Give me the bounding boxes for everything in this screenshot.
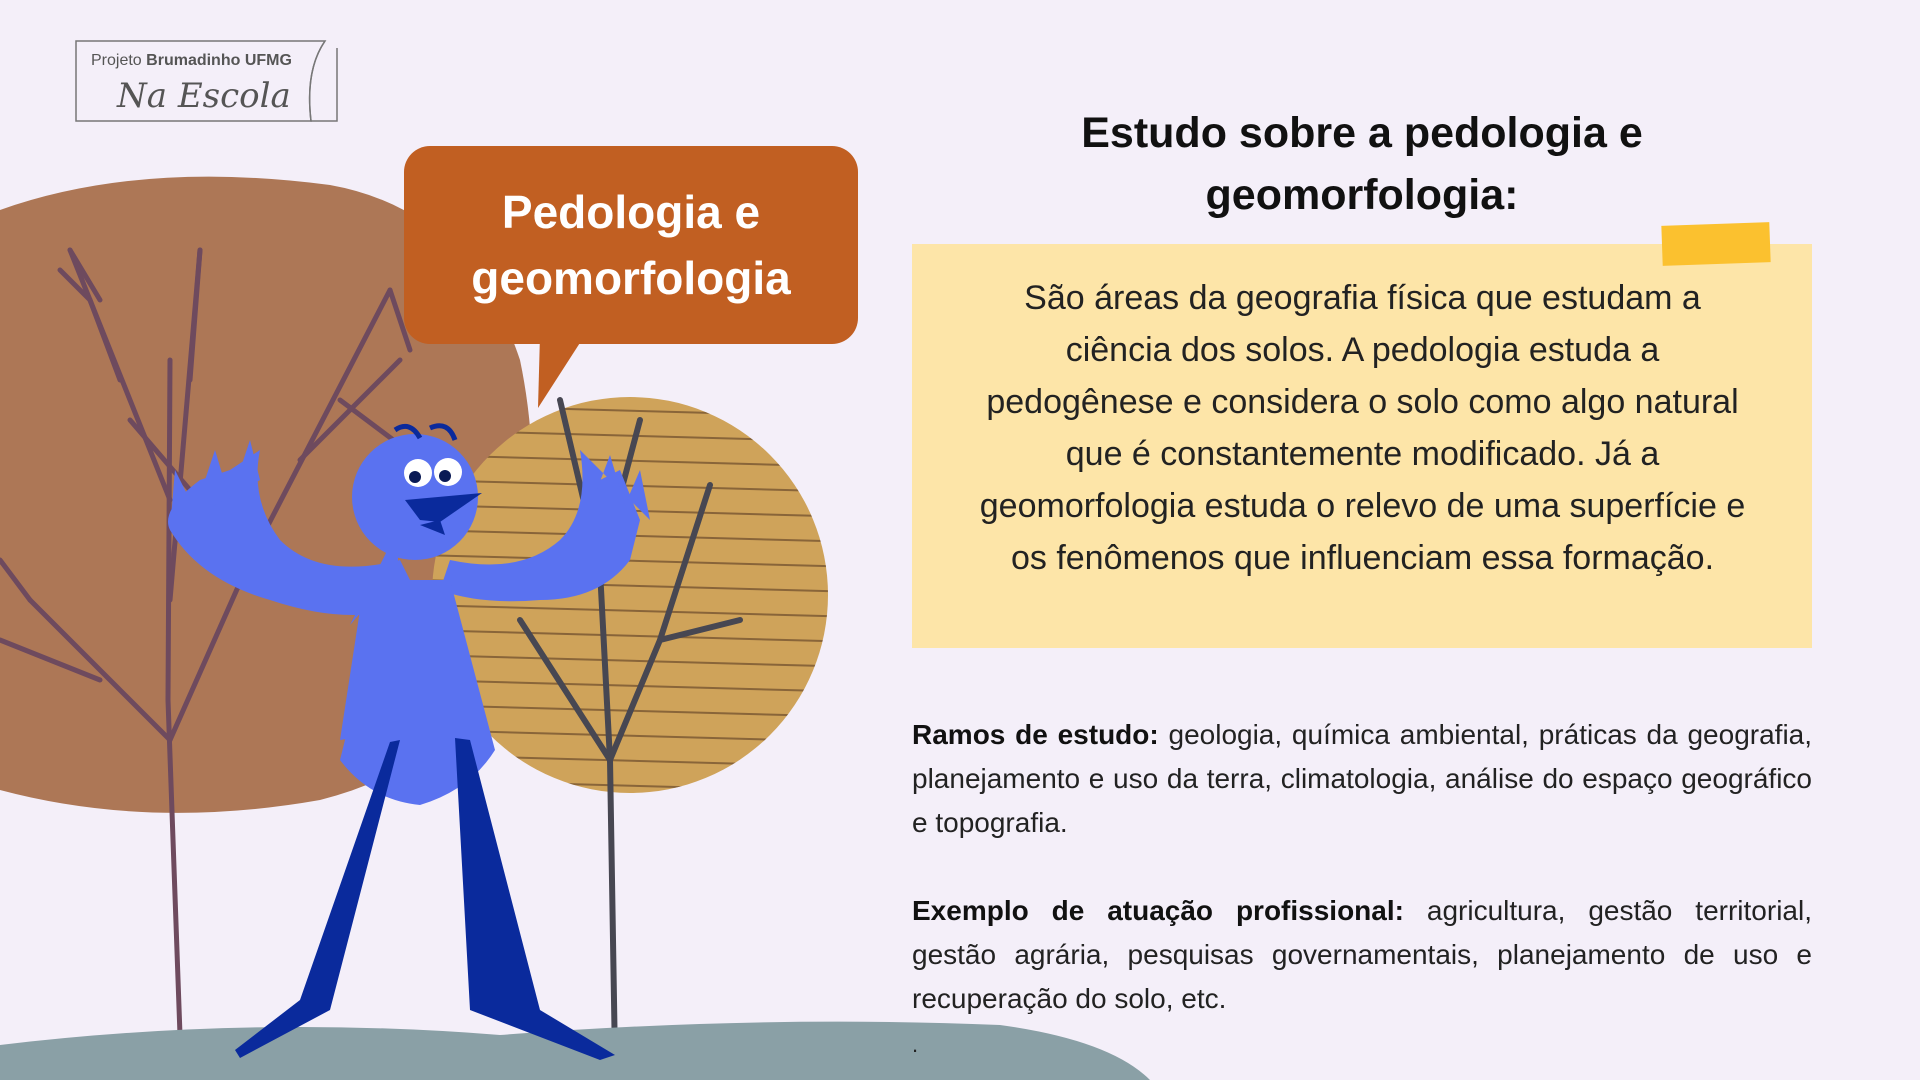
page-title xyxy=(912,102,1812,226)
trailing-dot: . xyxy=(912,1032,919,1057)
ground-shape xyxy=(0,1022,1150,1080)
page-title-line-1: Estudo sobre a pedologia e xyxy=(1081,109,1643,157)
speech-bubble-line-1: Pedologia e xyxy=(501,186,761,238)
tape-icon xyxy=(1661,222,1770,266)
sticky-note-text: São áreas da geografia física que estudam a ciência dos solos. A pedologia estuda a pedogênese e considera o solo como algo natural que é constantemente modificado. Já a geomorfologia estuda o relevo de uma superfície e os fenômenos que influenciam essa formação. xyxy=(979,279,1746,577)
exemplo-label: Exemplo de atuação profissional: xyxy=(912,895,1404,926)
ramos-label: Ramos de estudo: xyxy=(912,719,1159,750)
exemplo-text: agricultura, gestão territorial, gestão agrária, pesquisas governamentais, planejamento de uso e recuperação do solo, etc. xyxy=(912,895,1812,1014)
logo-script-text: Na Escola xyxy=(117,76,291,116)
logo-brand: Brumadinho UFMG xyxy=(146,52,292,69)
bubble-pointer-icon xyxy=(538,335,585,408)
speech-bubble-text xyxy=(404,179,858,311)
speech-bubble-line-2: geomorfologia xyxy=(471,252,791,304)
speech-bubble xyxy=(404,146,858,344)
exemplo-paragraph xyxy=(912,889,1812,1021)
ramos-paragraph xyxy=(912,713,1812,845)
ramos-text: geologia, química ambiental, práticas da geografia, planejamento e uso da terra, climatologia, análise do espaço geográfico e topografia. xyxy=(912,719,1813,838)
page-title-line-2: geomorfologia: xyxy=(1205,171,1519,219)
logo-prefix: Projeto xyxy=(91,52,142,69)
